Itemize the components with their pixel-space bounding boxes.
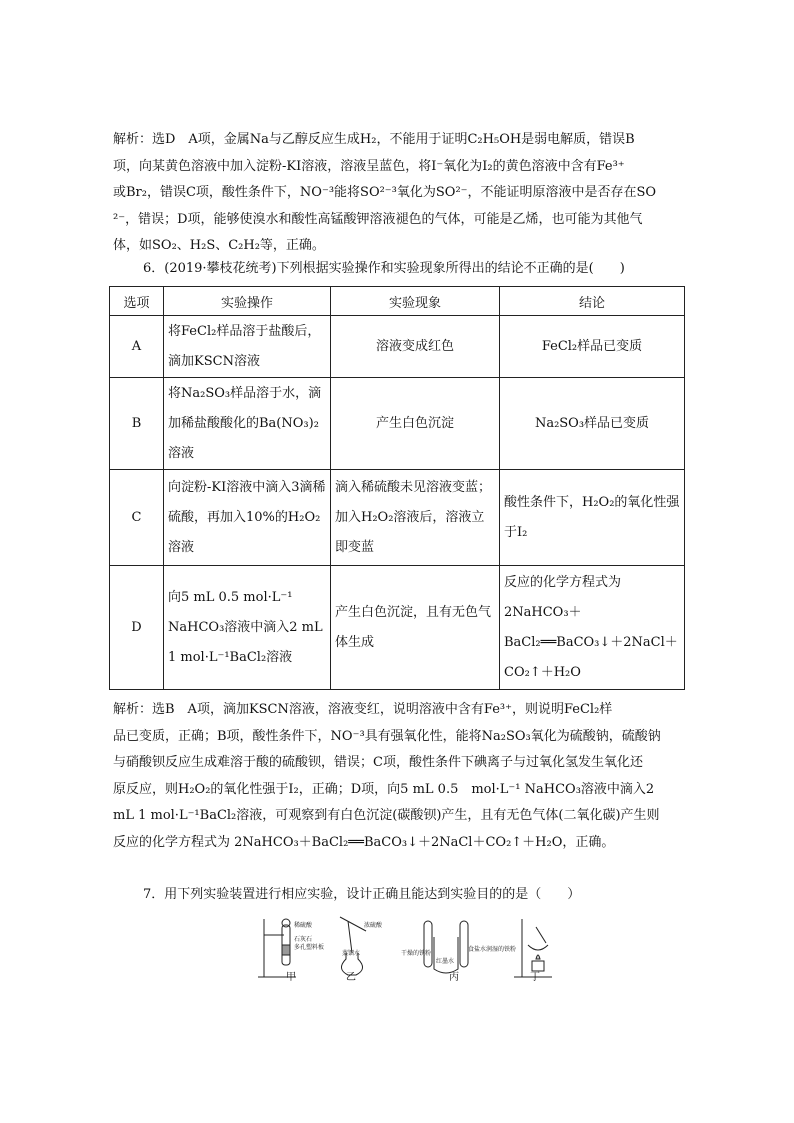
question-7 bbox=[113, 884, 685, 906]
analysis-line: 解析：选B A项，滴加KSCN溶液，溶液变红，说明溶液中含有Fe³⁺，则说明FeCl₂样 bbox=[113, 702, 613, 717]
question-7-text: 7．用下列实验装置进行相应实验，设计正确且能达到实验目的的是（ ） bbox=[143, 887, 581, 902]
header-phenomenon: 实验现象 bbox=[331, 287, 500, 316]
cell-conclusion: 酸性条件下，H₂O₂的氧化性强于I₂ bbox=[500, 470, 685, 566]
label-conc-sulfuric: 浓硫酸 bbox=[364, 922, 383, 929]
analysis-line: 与硝酸钡反应生成难溶于酸的硫酸钡，错误；C项，酸性条件下碘离子与过氧化氢发生氧化还 bbox=[113, 755, 643, 770]
cell-phenomenon: 溶液变成红色 bbox=[331, 316, 500, 378]
table-row bbox=[110, 470, 685, 566]
analysis-line: 体，如SO₂、H₂S、C₂H₂等，正确。 bbox=[113, 238, 325, 253]
cell-operation: 将FeCl₂样品溶于盐酸后，滴加KSCN溶液 bbox=[164, 316, 331, 378]
table-header-row bbox=[110, 287, 685, 316]
cell-operation: 向淀粉-KI溶液中滴入3滴稀硫酸，再加入10%的H₂O₂溶液 bbox=[164, 470, 331, 566]
caption-yi: 乙 bbox=[346, 972, 356, 983]
cell-option: A bbox=[110, 316, 164, 378]
header-option: 选项 bbox=[110, 287, 164, 316]
apparatus-bing bbox=[424, 921, 468, 973]
cell-phenomenon: 滴入稀硫酸未见溶液变蓝；加入H₂O₂溶液后，溶液立即变蓝 bbox=[331, 470, 500, 566]
analysis-line: ²⁻，错误；D项，能够使溴水和酸性高锰酸钾溶液褪色的气体，可能是乙烯，也可能为其他气 bbox=[113, 211, 643, 227]
label-porous-plate: 多孔塑料板 bbox=[294, 944, 325, 951]
caption-bing: 丙 bbox=[449, 972, 459, 983]
experiment-table bbox=[109, 286, 685, 690]
analysis-line: 或Br₂，错误C项，酸性条件下，NO⁻³能将SO²⁻³氧化为SO²⁻，不能证明原溶液中是否存在SO bbox=[113, 185, 657, 200]
analysis-line: 项，向某黄色溶液中加入淀粉-KI溶液，溶液呈蓝色，将I⁻氧化为I₂的黄色溶液中含有Fe³⁺ bbox=[113, 158, 625, 174]
cell-phenomenon: 产生白色沉淀，且有无色气体生成 bbox=[331, 566, 500, 690]
table-row bbox=[110, 378, 685, 470]
analysis-line: mL 1 mol·L⁻¹BaCl₂溶液，可观察到有白色沉淀(碳酸钡)产生，且有无色气体(二氧化碳)产生则 bbox=[113, 808, 660, 823]
cell-operation: 将Na₂SO₃样品溶于水，滴加稀盐酸酸化的Ba(NO₃)₂溶液 bbox=[164, 378, 331, 470]
cell-option: D bbox=[110, 566, 164, 690]
analysis-q6 bbox=[113, 697, 685, 856]
label-distilled-water: 蒸馏水 bbox=[342, 950, 361, 957]
label-dilute-sulfuric: 稀硫酸 bbox=[294, 922, 313, 929]
question-6-text: 6．(2019·攀枝花统考)下列根据实验操作和实验现象所得出的结论不正确的是( ) bbox=[143, 261, 625, 276]
caption-jia: 甲 bbox=[286, 972, 296, 983]
cell-option: B bbox=[110, 378, 164, 470]
table-row bbox=[110, 316, 685, 378]
analysis-line: 原反应，则H₂O₂的氧化性强于I₂，正确；D项，向5 mL 0.5 mol·L⁻¹ NaHCO₃溶液中滴入2 bbox=[113, 781, 655, 797]
table-row bbox=[110, 566, 685, 690]
analysis-line: 反应的化学方程式为 2NaHCO₃＋BaCl₂══BaCO₃↓＋2NaCl＋CO₂↑＋H₂O，正确。 bbox=[113, 834, 615, 850]
apparatus-figure bbox=[256, 915, 556, 983]
analysis-q5 bbox=[113, 127, 685, 260]
analysis-line: 品已变质，正确；B项，酸性条件下，NO⁻³具有强氧化性，能将Na₂SO₃氧化为硫酸钠，硫酸钠 bbox=[113, 728, 661, 744]
cell-conclusion: Na₂SO₃样品已变质 bbox=[500, 378, 685, 470]
cell-conclusion: 反应的化学方程式为2NaHCO₃＋BaCl₂══BaCO₃↓＋2NaCl＋CO₂↑＋H₂O bbox=[500, 566, 685, 690]
label-dry-iron: 干燥的铁粉 bbox=[401, 950, 432, 957]
analysis-line: 解析：选D A项，金属Na与乙醇反应生成H₂，不能用于证明C₂H₅OH是弱电解质，错误B bbox=[113, 132, 635, 147]
cell-operation: 向5 mL 0.5 mol·L⁻¹ NaHCO₃溶液中滴入2 mL 1 mol·L⁻¹BaCl₂溶液 bbox=[164, 566, 331, 690]
label-red-ink: 红墨水 bbox=[436, 958, 455, 965]
question-6 bbox=[113, 258, 685, 280]
cell-phenomenon: 产生白色沉淀 bbox=[331, 378, 500, 470]
label-wet-iron: 食盐水润湿的铁粉 bbox=[468, 946, 517, 953]
cell-option: C bbox=[110, 470, 164, 566]
cell-conclusion: FeCl₂样品已变质 bbox=[500, 316, 685, 378]
caption-ding: 丁 bbox=[530, 972, 540, 983]
apparatus-yi bbox=[340, 917, 366, 975]
header-conclusion: 结论 bbox=[500, 287, 685, 316]
header-operation: 实验操作 bbox=[164, 287, 331, 316]
label-limestone: 石灰石 bbox=[294, 936, 313, 943]
